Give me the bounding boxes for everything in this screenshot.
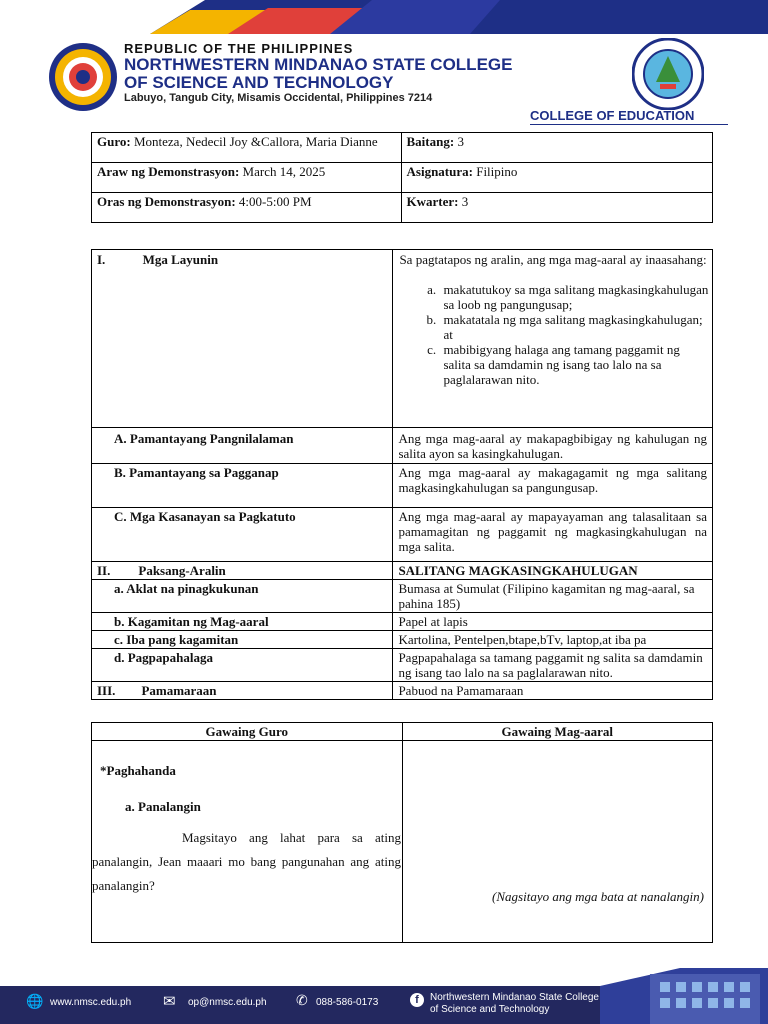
student-activity-cell: [402, 741, 713, 943]
gawaing-mag-aaral-header: Gawaing Mag-aaral: [402, 723, 713, 741]
student-prayer-text: (Nagsitayo ang mga bata at nanalangin): [492, 889, 704, 904]
facebook-icon: f: [410, 993, 424, 1007]
guro-label: Guro:: [97, 134, 131, 149]
header-college-name-2: OF SCIENCE AND TECHNOLOGY: [124, 73, 394, 92]
lesson-plan-table: [91, 249, 713, 700]
objectives-list: [399, 282, 709, 387]
paksa-label: Paksang-Aralin: [138, 563, 226, 578]
pagpapahalaga-value: Pagpapahalaga sa tamang paggamit ng salita sa damdamin ng isang tao lalo na sa paglalarawan nito.: [393, 649, 713, 682]
araw-value: March 14, 2025: [242, 164, 326, 179]
objective-item: c. mabibigyang halaga ang tamang paggamit ng salita sa damdamin ng isang tao lalo na sa paglalarawan nito.: [439, 342, 709, 387]
footer-band: [0, 968, 768, 1024]
layunin-num: I.: [97, 252, 106, 267]
pamamaraan-label-cell: [92, 682, 393, 700]
araw-cell: [92, 163, 402, 193]
kasanayan-label-cell: [92, 508, 393, 562]
iba-label: c. Iba pang kagamitan: [114, 632, 239, 647]
oras-label: Oras ng Demonstrasyon:: [97, 194, 236, 209]
teacher-prayer-text: Magsitayo ang lahat para sa ating panalangin, Jean maaari mo bang pangunahan ang ating panalangin?: [92, 830, 401, 893]
pamantayang-pagganap-label-cell: [92, 464, 393, 508]
pamantayang-pangnilalaman-label-cell: [92, 428, 393, 464]
kagamitan-label: b. Kagamitan ng Mag-aaral: [114, 614, 269, 629]
header-college-name-1: NORTHWESTERN MINDANAO STATE COLLEGE: [124, 55, 513, 74]
pagpapahalaga-label-cell: [92, 649, 393, 682]
layunin-content-cell: [393, 250, 713, 428]
kwarter-value: 3: [461, 194, 469, 209]
paksa-label-cell: [92, 562, 393, 580]
college-of-education-seal: [632, 38, 704, 110]
asignatura-value: Filipino: [476, 164, 518, 179]
college-seal-logo: [48, 42, 118, 112]
pagpapahalaga-label: d. Pagpapahalaga: [114, 650, 213, 665]
gawaing-guro-header: Gawaing Guro: [92, 723, 403, 741]
aklat-label: a. Aklat na pinagkukunan: [114, 581, 259, 596]
asignatura-label: Asignatura:: [406, 164, 473, 179]
header-address: Labuyo, Tangub City, Misamis Occidental, Philippines 7214: [124, 92, 433, 104]
pamantayang-pangnilalaman-label: A. Pamantayang Pangnilalaman: [114, 431, 294, 446]
iba-label-cell: [92, 631, 393, 649]
aklat-value: Bumasa at Sumulat (Filipino kagamitan ng mag-aaral, sa pahina 185): [393, 580, 713, 613]
header-divider: [530, 124, 728, 125]
kasanayan-label: C. Mga Kasanayan sa Pagkatuto: [114, 509, 296, 524]
pamamaraan-num: III.: [97, 683, 116, 698]
activities-table: [91, 722, 713, 943]
footer-facebook-line2[interactable]: of Science and Technology: [430, 1004, 550, 1015]
teacher-activity-cell: [92, 741, 403, 943]
aklat-label-cell: [92, 580, 393, 613]
baitang-value: 3: [457, 134, 464, 149]
paksa-num: II.: [97, 563, 111, 578]
oras-value: 4:00-5:00 PM: [238, 194, 312, 209]
pamamaraan-value: Pabuod na Pamamaraan: [393, 682, 713, 700]
header-college-of-education: COLLEGE OF EDUCATION: [530, 108, 695, 123]
kasanayan-value: Ang mga mag-aaral ay mapayayaman ang talasalitaan sa pamamagitan ng paggamit ng magkasingkahulugan na mga salita.: [393, 508, 713, 562]
kagamitan-value: Papel at lapis: [393, 613, 713, 631]
footer-facebook-line1[interactable]: Northwestern Mindanao State College: [430, 992, 599, 1003]
layunin-label-cell: [92, 250, 393, 428]
pamamaraan-label: Pamamaraan: [141, 683, 217, 698]
top-color-band: [0, 0, 768, 34]
pamantayang-pagganap-label: B. Pamantayang sa Pagganap: [114, 465, 279, 480]
kwarter-label: Kwarter:: [406, 194, 459, 209]
paksa-value: SALITANG MAGKASINGKAHULUGAN: [393, 562, 713, 580]
footer-email[interactable]: op@nmsc.edu.ph: [188, 997, 267, 1008]
info-table: [91, 132, 713, 223]
guro-value: Monteza, Nedecil Joy &Callora, Maria Dianne: [133, 134, 378, 149]
pamantayang-pangnilalaman-value: Ang mga mag-aaral ay makapagbibigay ng kahulugan ng salita ayon sa kasingkahulugan.: [393, 428, 713, 464]
footer-phone[interactable]: 088-586-0173: [316, 997, 379, 1008]
baitang-label: Baitang:: [406, 134, 455, 149]
layunin-label: Mga Layunin: [142, 252, 219, 267]
layunin-intro: Sa pagtatapos ng aralin, ang mga mag-aaral ay inaasahang:: [399, 252, 707, 267]
guro-cell: [92, 133, 402, 163]
mail-icon: ✉: [163, 993, 176, 1010]
araw-label: Araw ng Demonstrasyon:: [97, 164, 240, 179]
header-republic: REPUBLIC OF THE PHILIPPINES: [124, 41, 354, 56]
footer-website[interactable]: www.nmsc.edu.ph: [50, 997, 132, 1008]
baitang-cell: [401, 133, 712, 163]
kagamitan-label-cell: [92, 613, 393, 631]
iba-value: Kartolina, Pentelpen,btape,bTv, laptop,at iba pa: [393, 631, 713, 649]
objective-item: b. makatatala ng mga salitang magkasingkahulugan; at: [439, 312, 709, 342]
oras-cell: [92, 193, 402, 223]
paghahanda-heading: *Paghahanda: [100, 763, 176, 778]
globe-icon: 🌐: [26, 993, 44, 1009]
kwarter-cell: [401, 193, 712, 223]
objective-item: a. makatutukoy sa mga salitang magkasingkahulugan sa loob ng pangungusap;: [439, 282, 709, 312]
panalangin-heading: a. Panalangin: [125, 799, 201, 814]
asignatura-cell: [401, 163, 712, 193]
phone-icon: ✆: [296, 992, 308, 1008]
pamantayang-pagganap-value: Ang mga mag-aaral ay makagagamit ng mga salitang magkasingkahulugan sa pangungusap.: [393, 464, 713, 508]
